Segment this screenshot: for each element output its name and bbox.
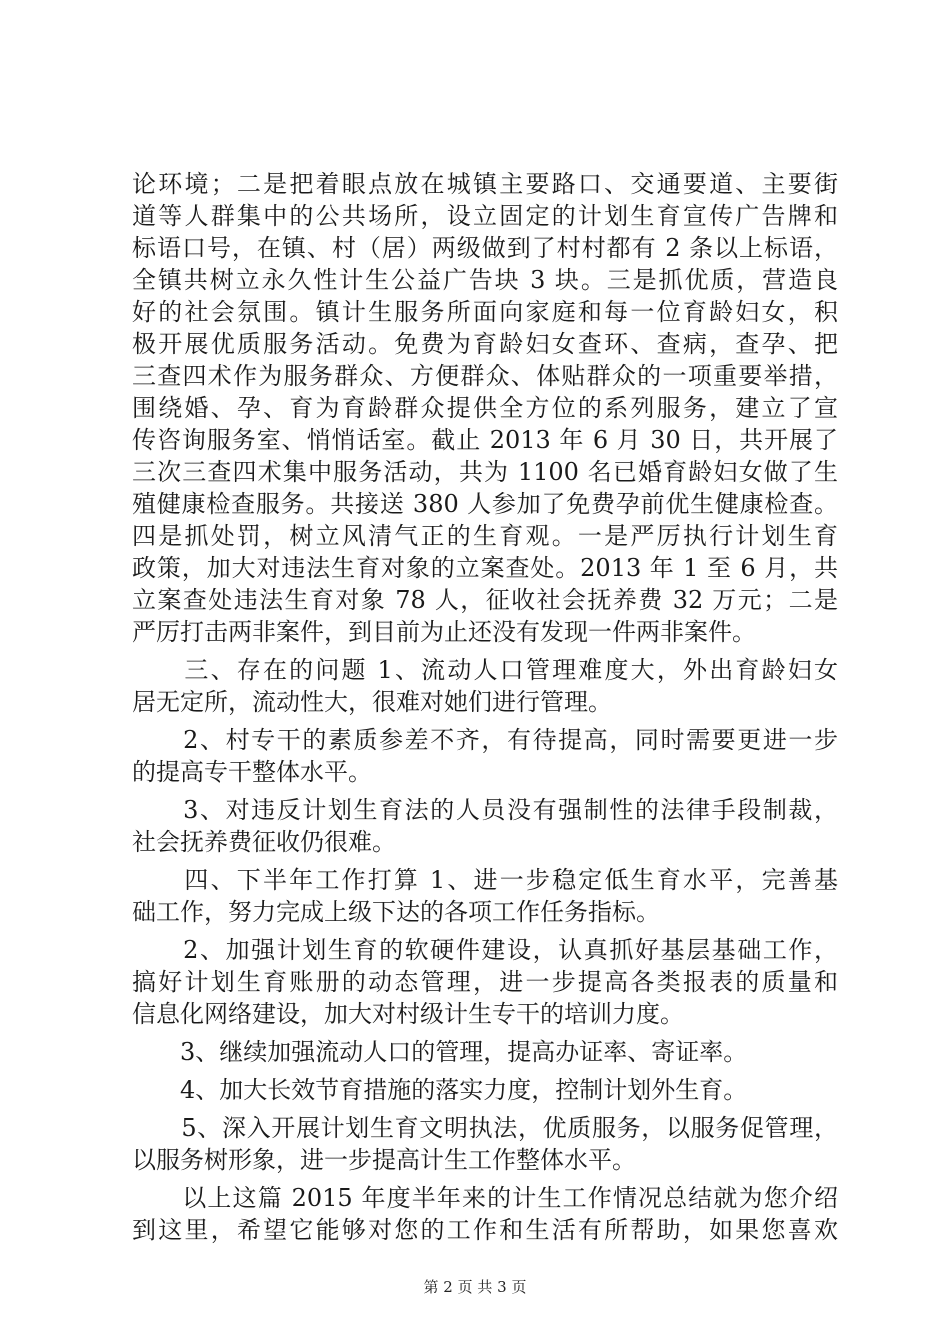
paragraph-section-4: 四、下半年工作打算 1、进一步稳定低生育水平，完善基 (132, 866, 838, 894)
text-line: 三次三查四术集中服务活动，共为 1100 名已婚育龄妇女做了生 (132, 458, 838, 486)
text-line: 政策，加大对违法生育对象的立案查处。2013 年 1 至 6 月，共 (132, 554, 838, 582)
paragraph-item: 3、继续加强流动人口的管理，提高办证率、寄证率。 (132, 1038, 748, 1066)
text-line: 社会抚养费征收仍很难。 (132, 828, 396, 856)
text-line: 三查四术作为服务群众、方便群众、体贴群众的一项重要举措， (132, 362, 838, 390)
paragraph-closing: 以上这篇 2015 年度半年来的计生工作情况总结就为您介绍 (132, 1184, 838, 1212)
text-line: 到这里，希望它能够对您的工作和生活有所帮助，如果您喜欢 (132, 1216, 838, 1244)
page-number-footer: 第 2 页 共 3 页 (423, 1278, 527, 1296)
text-line: 好的社会氛围。镇计生服务所面向家庭和每一位育龄妇女，积 (132, 298, 838, 326)
text-line: 础工作，努力完成上级下达的各项工作任务指标。 (132, 898, 660, 926)
text-line: 论环境；二是把着眼点放在城镇主要路口、交通要道、主要街 (132, 170, 838, 198)
text-line: 搞好计划生育账册的动态管理，进一步提高各类报表的质量和 (132, 968, 838, 996)
paragraph-section-3: 三、存在的问题 1、流动人口管理难度大，外出育龄妇女 (132, 656, 838, 684)
text-line: 立案查处违法生育对象 78 人，征收社会抚养费 32 万元；二是 (132, 586, 838, 614)
text-line: 标语口号，在镇、村（居）两级做到了村村都有 2 条以上标语， (132, 234, 838, 262)
document-body (132, 168, 838, 1246)
text-line: 严厉打击两非案件，到目前为止还没有发现一件两非案件。 (132, 618, 756, 646)
text-line: 殖健康检查服务。共接送 380 人参加了免费孕前优生健康检查。 (132, 490, 838, 518)
text-line: 的提高专干整体水平。 (132, 758, 372, 786)
paragraph-item: 5、深入开展计划生育文明执法，优质服务，以服务促管理， (132, 1114, 838, 1142)
text-line: 以服务树形象，进一步提高计生工作整体水平。 (132, 1146, 636, 1174)
text-line: 围绕婚、孕、育为育龄群众提供全方位的系列服务，建立了宣 (132, 394, 838, 422)
paragraph-item: 3、对违反计划生育法的人员没有强制性的法律手段制裁， (132, 796, 838, 824)
text-line: 极开展优质服务活动。免费为育龄妇女查环、查病，查孕、把 (132, 330, 838, 358)
paragraph-item: 2、村专干的素质参差不齐，有待提高，同时需要更进一步 (132, 726, 838, 754)
text-line: 居无定所，流动性大，很难对她们进行管理。 (132, 688, 612, 716)
paragraph-item: 2、加强计划生育的软硬件建设，认真抓好基层基础工作， (132, 936, 838, 964)
text-line: 传咨询服务室、悄悄话室。截止 2013 年 6 月 30 日，共开展了 (132, 426, 838, 454)
text-line: 道等人群集中的公共场所，设立固定的计划生育宣传广告牌和 (132, 202, 838, 230)
text-line: 全镇共树立永久性计生公益广告块 3 块。三是抓优质，营造良 (132, 266, 838, 294)
text-line: 信息化网络建设，加大对村级计生专干的培训力度。 (132, 1000, 684, 1028)
paragraph-item: 4、加大长效节育措施的落实力度，控制计划外生育。 (132, 1076, 748, 1104)
text-line: 四是抓处罚，树立风清气正的生育观。一是严厉执行计划生育 (132, 522, 838, 550)
